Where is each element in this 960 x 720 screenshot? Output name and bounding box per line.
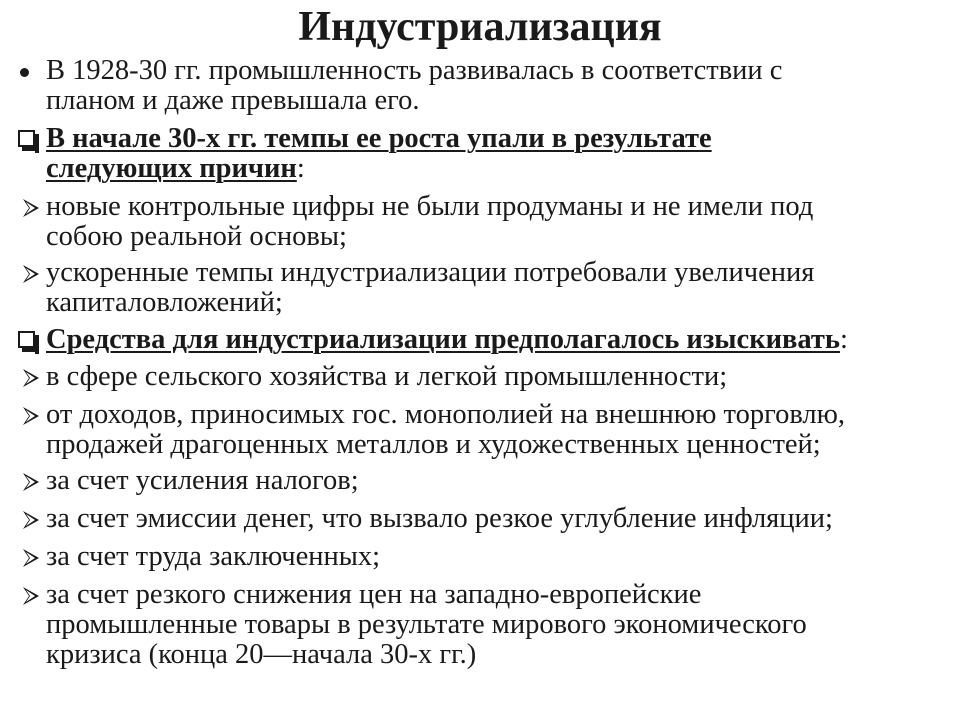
item-line: собою реальной основы; [46,221,347,252]
item-line: новые контрольные цифры не были продуманы и не имели под [46,191,814,222]
heading-line: Средства для индустриализации предполагалось изыскивать [46,324,841,355]
heading-colon: : [840,324,848,355]
item-line: ускоренные темпы индустриализации потребовали увеличения [46,257,815,288]
item-line: планом и даже превышала его. [46,85,420,116]
item-line: капиталовложений; [46,287,283,318]
heading-colon: : [296,153,305,184]
heading-line: В начале 30-х гг. темпы ее роста упали в результате [46,123,712,154]
item-line: за счет эмиссии денег, что вызвало резкое углубление инфляции; [46,503,833,534]
item-line: продажей драгоценных металлов и художественных ценностей; [46,429,821,460]
heading-line: следующих причин [46,153,297,184]
item-line: за счет резкого снижения цен на западно-европейские [46,579,702,610]
item-line: промышленные товары в результате мирового экономического [46,609,807,640]
item-line: кризиса (конца 20—начала 30-х гг.) [46,639,477,670]
item-line: за счет усиления налогов; [46,465,359,496]
slide-title: Индустриализация [298,4,662,50]
item-line: В 1928-30 гг. промышленность развивалась в соответствии с [46,55,783,86]
item-line: в сфере сельского хозяйства и легкой промышленности; [46,361,728,392]
item-line: за счет труда заключенных; [46,541,381,572]
item-line: от доходов, приносимых гос. монополией на внешнюю торговлю, [46,399,846,430]
